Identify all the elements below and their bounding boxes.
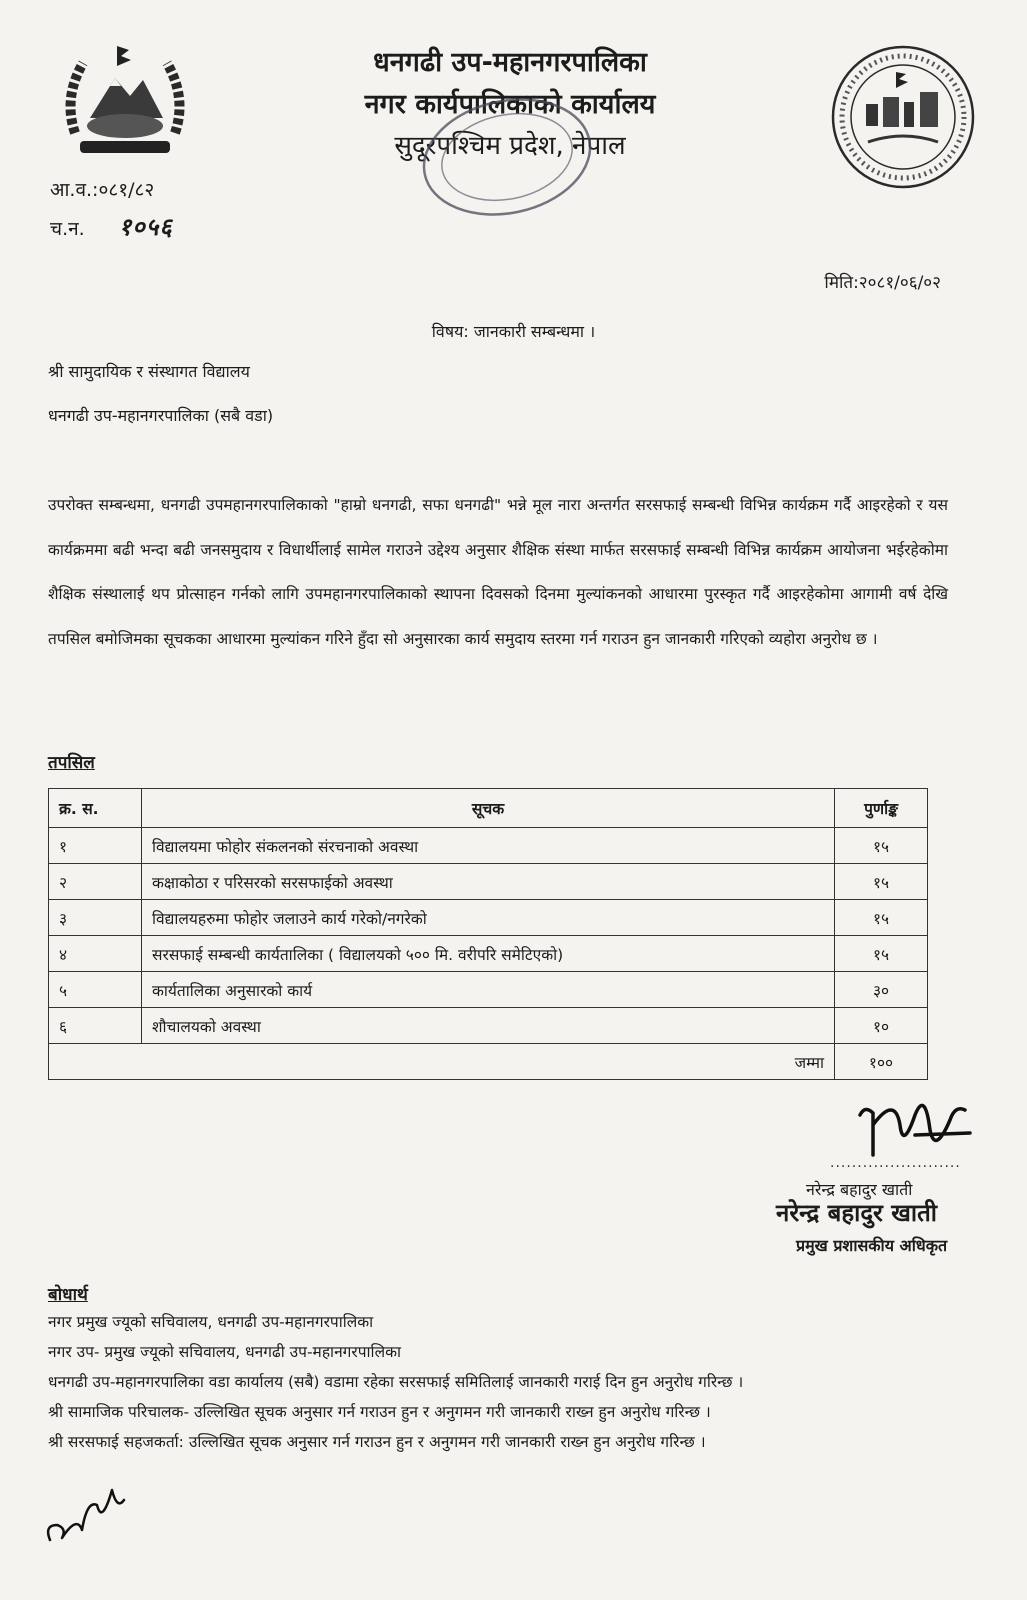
row-marks: १५ [835, 936, 928, 972]
total-label: जम्मा [49, 1044, 835, 1080]
row-marks: १० [835, 1008, 928, 1044]
row-indicator: विद्यालयमा फोहोर संकलनको संरचनाको अवस्था [142, 828, 835, 864]
row-indicator: शौचालयको अवस्था [142, 1008, 835, 1044]
fiscal-year: आ.व.:०८१/८२ [50, 179, 155, 201]
municipality-name: धनगढी उप-महानगरपालिका [373, 47, 647, 78]
list-item: श्री सामाजिक परिचालक- उल्लिखित सूचक अनुसार गर्न गराउन हुन र अनुगमन गरी जानकारी राख्न हुन अनुरोध गरिन्छ । [48, 1403, 711, 1421]
table-row [49, 1008, 928, 1044]
table-row [49, 972, 928, 1008]
handwritten-initials [42, 1470, 132, 1550]
dispatch-number-line [50, 210, 173, 243]
dispatch-number: १०५६ [118, 213, 173, 241]
office-seal-stamp [415, 95, 600, 220]
row-marks: १५ [835, 900, 928, 936]
row-indicator: कार्यतालिका अनुसारको कार्य [142, 972, 835, 1008]
letter-body: उपरोक्त सम्बन्धमा, धनगढी उपमहानगरपालिकाको "हाम्रो धनगढी, सफा धनगढी" भन्ने मूल नारा अन्तर्गत सरसफाई सम्बन्धी विभिन्न कार्यक्रम गर्दै आइरहेको र यस कार्यक्रममा बढी भन्दा बढी जनसमुदाय र विधार्थीलाई सामेल गराउने उद्देश्य अनुसार शैक्षिक संस्था मार्फत सरसफाई सम्बन्धी विभिन्न कार्यक्रम आयोजना भईरहेकोमा शैक्षिक संस्थालाई थप प्रोत्साहन गर्नको लागि उपमहानगरपालिकाको स्थापना दिवसको दिनमा मुल्यांकनको आधारमा पुरस्कृत गर्दै आइरहेकोमा आगामी वर्ष देखि तपसिल बमोजिमका सूचकका आधारमा मुल्यांकन गरिने हुँदा सो अनुसारका कार्य समुदाय स्तरमा गर्न गराउन हुन जानकारी गरिएको व्यहोरा अनुरोध छ । [48, 496, 948, 648]
total-value: १०० [835, 1044, 928, 1080]
list-item: श्री सरसफाई सहजकर्ता: उल्लिखित सूचक अनुसार गर्न गराउन हुन र अनुगमन गरी जानकारी राख्न हुन अनुरोध गरिन्छ । [48, 1433, 706, 1451]
signatory-designation: प्रमुख प्रशासकीय अधिकृत [796, 1236, 948, 1255]
indicator-table [48, 788, 928, 1080]
signatory-name: नरेन्द्र बहादुर खाती [806, 1180, 913, 1199]
table-row [49, 900, 928, 936]
row-serial: ३ [49, 900, 142, 936]
row-serial: ५ [49, 972, 142, 1008]
row-serial: २ [49, 864, 142, 900]
row-indicator: सरसफाई सम्बन्धी कार्यतालिका ( विद्यालयको ५०० मि. वरीपरि समेटिएको) [142, 936, 835, 972]
table-total-row [49, 1044, 928, 1080]
row-serial: ६ [49, 1008, 142, 1044]
table-row [49, 828, 928, 864]
letter-subject: विषय: जानकारी सम्बन्धमा । [431, 322, 596, 341]
cc-list [48, 1307, 978, 1457]
addressee-line-1: श्री सामुदायिक र संस्थागत विद्यालय [48, 362, 250, 381]
table-row [49, 864, 928, 900]
nepal-emblem-logo [55, 38, 195, 163]
row-serial: १ [49, 828, 142, 864]
dispatch-label: च.न. [50, 218, 85, 240]
addressee-line-2: धनगढी उप-महानगरपालिका (सबै वडा) [48, 406, 274, 425]
row-marks: १५ [835, 828, 928, 864]
list-item: धनगढी उप-महानगरपालिका वडा कार्यालय (सबै) वडामा रहेका सरसफाई समितिलाई जानकारी गराई दिन हुन अनुरोध गरिन्छ । [48, 1373, 744, 1391]
cc-heading: बोधार्थ [48, 1285, 88, 1305]
list-item: नगर प्रमुख ज्यूको सचिवालय, धनगढी उप-महानगरपालिका [48, 1313, 374, 1331]
letter-date: मिति:२०८१/०६/०२ [824, 273, 941, 293]
list-item: नगर उप- प्रमुख ज्यूको सचिवालय, धनगढी उप-महानगरपालिका [48, 1343, 401, 1361]
municipality-seal-logo [828, 42, 978, 192]
header-indicator: सूचक [142, 789, 835, 828]
province-name: सुदूरपश्चिम प्रदेश, नेपाल [394, 131, 626, 161]
signatory-stamp-name: नरेन्द्र बहादुर खाती [776, 1199, 937, 1227]
header-full-marks: पुर्णाङ्क [835, 789, 928, 828]
table-row [49, 936, 928, 972]
row-indicator: विद्यालयहरुमा फोहोर जलाउने कार्य गरेको/नगरेको [142, 900, 835, 936]
row-marks: १५ [835, 864, 928, 900]
row-marks: ३० [835, 972, 928, 1008]
details-heading: तपसिल [48, 753, 95, 773]
row-serial: ४ [49, 936, 142, 972]
table-header-row [49, 789, 928, 828]
office-name: नगर कार्यपालिकाको कार्यालय [364, 89, 656, 120]
row-indicator: कक्षाकोठा र परिसरको सरसफाईको अवस्था [142, 864, 835, 900]
signature-line: ........................ [830, 1155, 961, 1171]
header-serial: क्र. स. [49, 789, 142, 828]
